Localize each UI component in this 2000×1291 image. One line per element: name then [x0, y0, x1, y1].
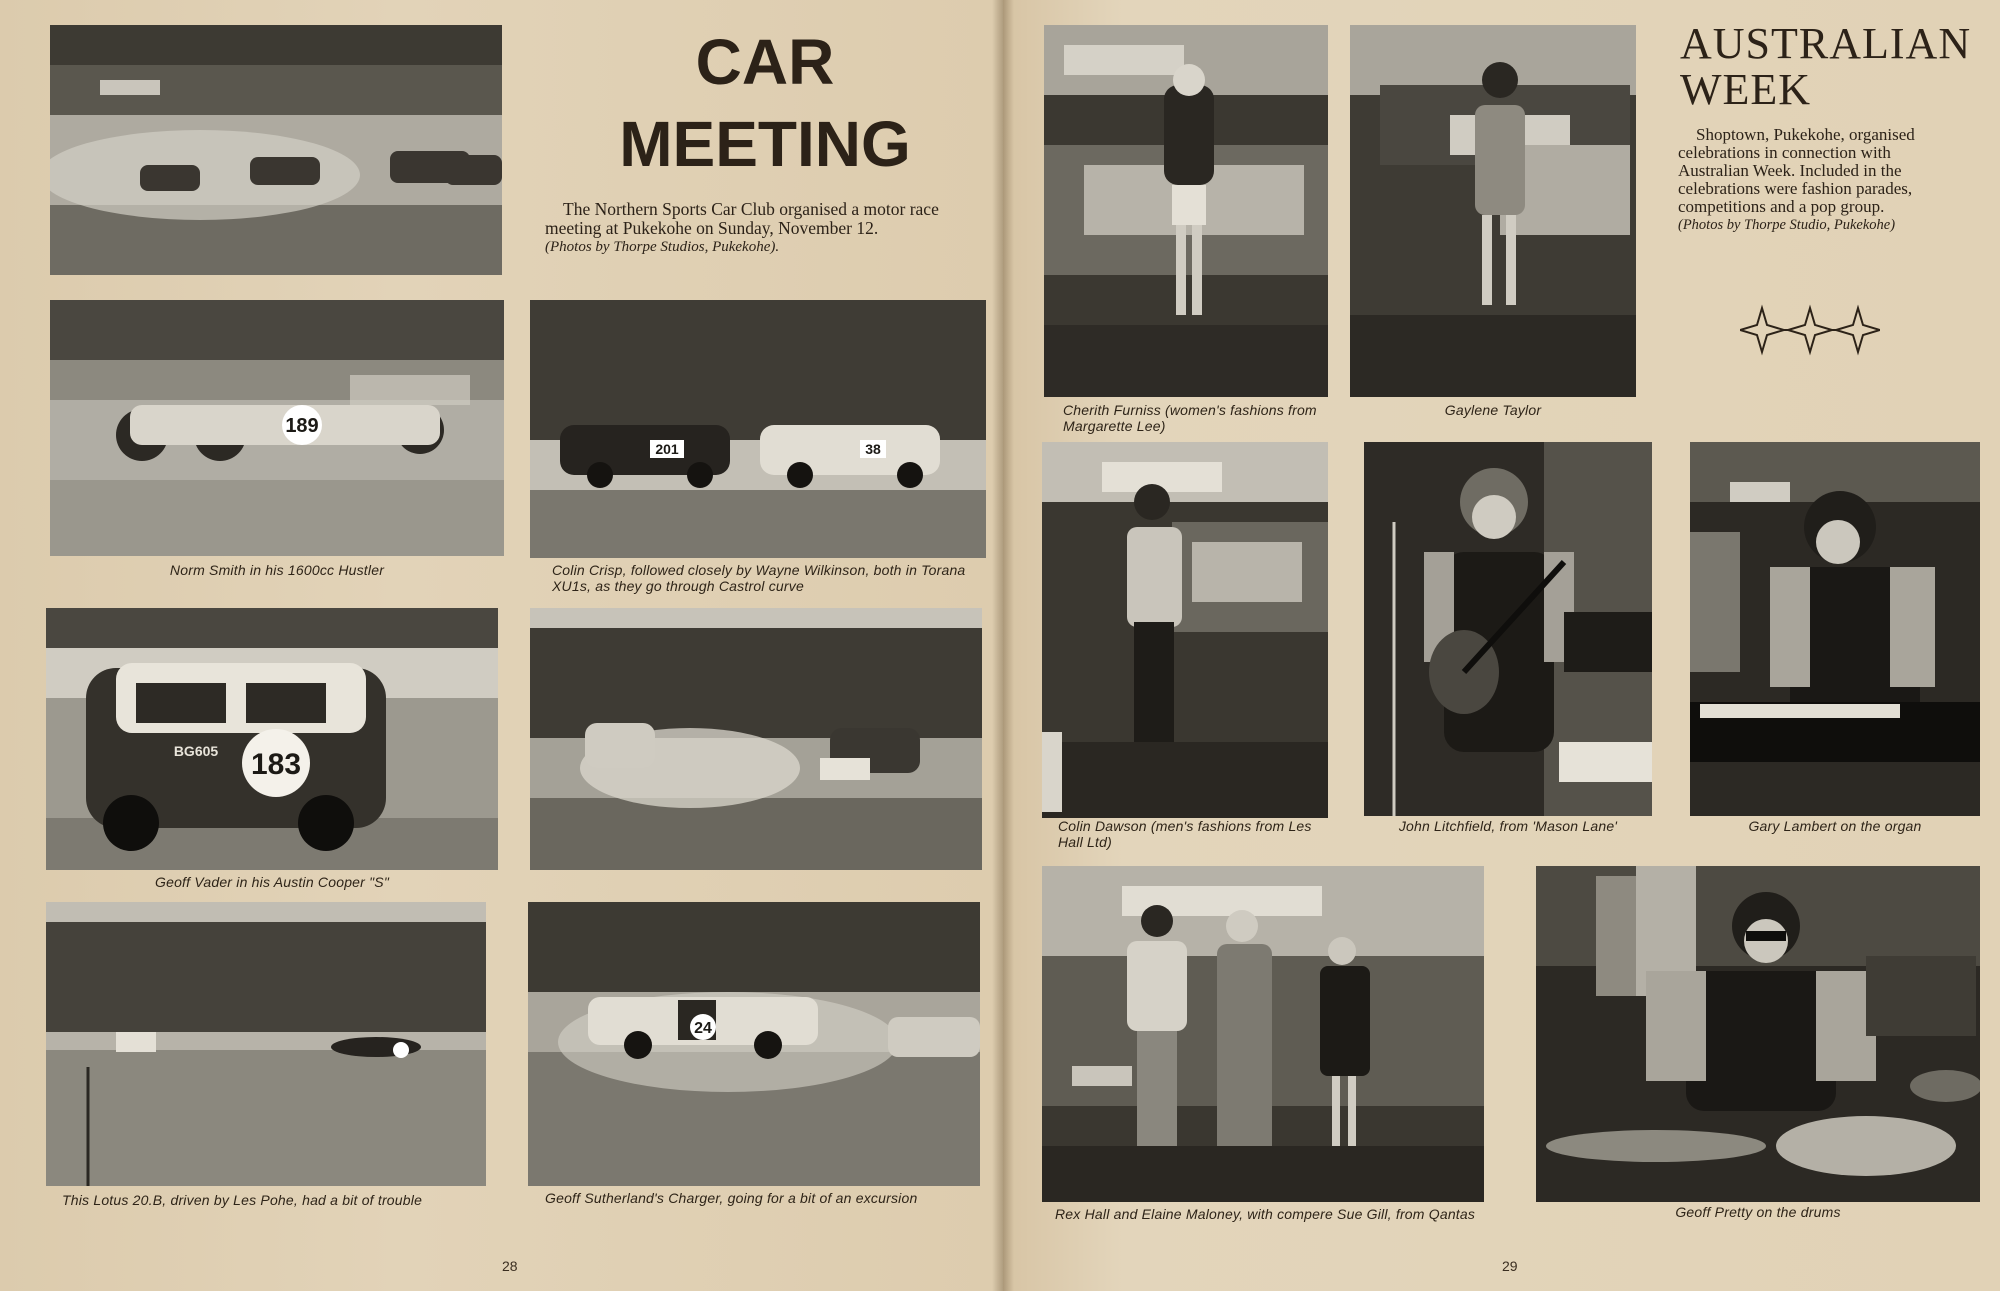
- photo-minis-dust: [530, 608, 982, 870]
- photo-john-litchfield: [1364, 442, 1652, 816]
- car-meeting-intro-text: The Northern Sports Car Club organised a motor race meeting at Pukekohe on Sunday, November 12.: [545, 199, 939, 238]
- photo-austin-cooper: [46, 608, 498, 870]
- star-ornament: [1740, 300, 1880, 360]
- photo-charger: [528, 902, 980, 1186]
- photo-hustler: [50, 300, 504, 556]
- caption-gary: Gary Lambert on the organ: [1748, 818, 1922, 834]
- headline-line-australian: AUSTRALIAN: [1680, 19, 1972, 68]
- caption-hustler: Norm Smith in his 1600cc Hustler: [169, 562, 385, 578]
- caption-cooper: Geoff Vader in his Austin Cooper "S": [155, 874, 389, 890]
- page-gutter: [992, 0, 1014, 1291]
- cooper-car-number: 183: [250, 748, 302, 781]
- australian-week-intro: [1678, 126, 1958, 234]
- caption-john: John Litchfield, from 'Mason Lane': [1398, 818, 1618, 834]
- page-number-right: 29: [1502, 1258, 1518, 1274]
- headline-line-meeting: MEETING: [619, 108, 911, 180]
- car-meeting-headline: [560, 26, 970, 180]
- hustler-car-number: 189: [285, 415, 319, 437]
- australian-week-intro-text: Shoptown, Pukekohe, organised celebrations in connection with Australian Week. Included in the celebrations were fashion parades, competitions and a pop group.: [1678, 125, 1915, 216]
- photo-gary-lambert: [1690, 442, 1980, 816]
- photo-geoff-pretty: [1536, 866, 1980, 1202]
- page-number-left: 28: [502, 1258, 518, 1274]
- car-meeting-credit: (Photos by Thorpe Studios, Pukekohe).: [545, 239, 780, 255]
- photo-cherith: [1044, 25, 1328, 397]
- caption-lotus: This Lotus 20.B, driven by Les Pohe, had a bit of trouble: [62, 1192, 423, 1208]
- caption-charger: Geoff Sutherland's Charger, going for a bit of an excursion: [545, 1190, 918, 1206]
- torana-a-car-number: 201: [655, 441, 679, 457]
- photo-colin-dawson: [1042, 442, 1328, 818]
- caption-geoff-pretty: Geoff Pretty on the drums: [1675, 1204, 1841, 1220]
- photo-torana: [530, 300, 986, 558]
- photo-race-start: [50, 25, 502, 275]
- headline-line-car: CAR: [695, 26, 835, 98]
- caption-torana: Colin Crisp, followed closely by Wayne Wilkinson, both in Torana XU1s, as they go through Castrol curve: [552, 562, 966, 594]
- photo-rex-elaine: [1042, 866, 1484, 1202]
- cooper-plate: BG605: [173, 743, 219, 759]
- australian-week-headline: [1680, 19, 1972, 114]
- caption-colin-dawson: Colin Dawson (men's fashions from Les Hall Ltd): [1058, 818, 1312, 850]
- headline-line-week: WEEK: [1680, 65, 1812, 114]
- caption-gaylene: Gaylene Taylor: [1444, 402, 1542, 418]
- australian-week-credit: (Photos by Thorpe Studio, Pukekohe): [1678, 217, 1896, 233]
- car-meeting-intro: [545, 200, 975, 257]
- photo-gaylene: [1350, 25, 1636, 397]
- torana-b-car-number: 38: [865, 441, 881, 457]
- charger-car-number: 24: [694, 1020, 712, 1037]
- caption-cherith: Cherith Furniss (women's fashions from Margarette Lee): [1063, 402, 1317, 434]
- caption-rex: Rex Hall and Elaine Maloney, with compere Sue Gill, from Qantas: [1055, 1206, 1476, 1222]
- photo-lotus: [46, 902, 486, 1186]
